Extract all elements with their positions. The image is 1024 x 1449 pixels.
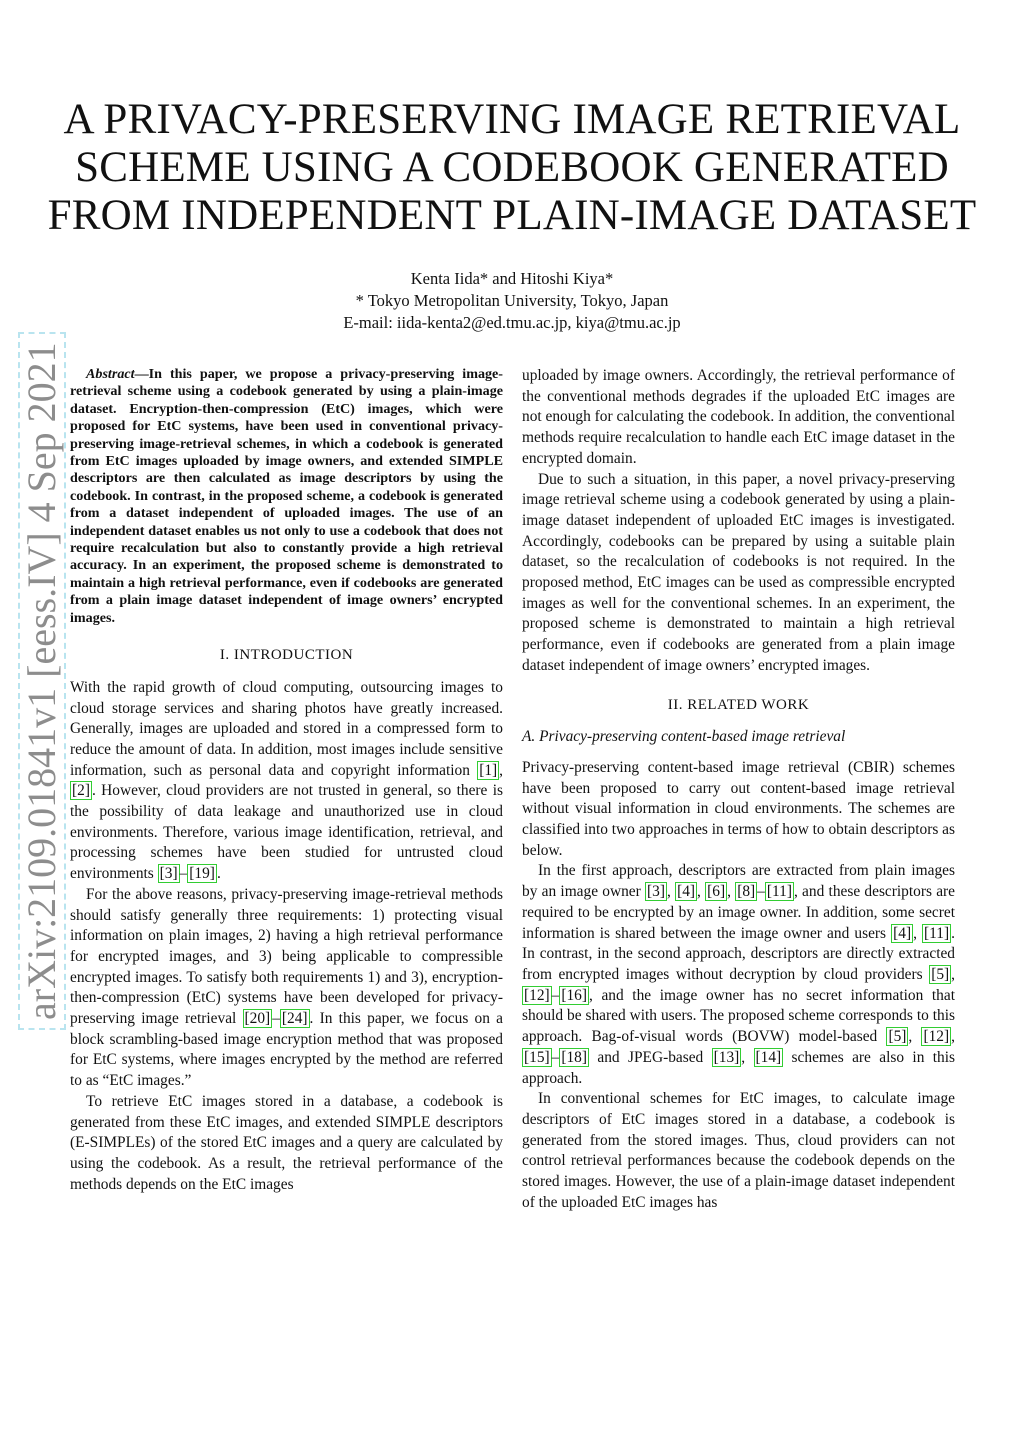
citation-link[interactable]: [14] <box>755 1048 782 1066</box>
citation-link[interactable]: [5] <box>888 1028 907 1046</box>
separator: – <box>179 865 188 883</box>
separator: – <box>757 883 765 901</box>
separator: – <box>551 986 560 1004</box>
separator: – <box>272 1010 280 1028</box>
intro-paragraph <box>70 885 503 1092</box>
intro-paragraph: To retrieve EtC images stored in a database, a codebook is generated from these EtC images, and extended SIMPLE descriptors (E-SIMPLEs) of the stored EtC images and a query are calculated by using the codebook. As a result, the retrieval performance of the methods depends on the EtC images <box>70 1092 503 1193</box>
citation-link[interactable]: [12] <box>524 986 550 1004</box>
paragraph-text: and JPEG-based <box>589 1048 712 1066</box>
paragraph-text: . In this paper, we focus on a block scrambling-based image encryption method that was proposed for EtC systems, where images encrypted by the method are referred to as “EtC images.” <box>70 1010 503 1090</box>
intro-paragraph: uploaded by image owners. Accordingly, the retrieval performance of the conventional methods degrades if the uploaded EtC images are not enough for calculating the codebook. In addition, the conventional methods require recalculation to handle each EtC image dataset in the encrypted domain. <box>522 367 955 467</box>
section-initial: I <box>233 647 240 664</box>
paragraph-text: For the above reasons, privacy-preserving image-retrieval methods should satisfy generally three requirements: 1) protecting visual information on plain images, 2) having a high retrieval performance for encrypted images, and 3) being applicable to compressible encrypted images. To satisfy both requirements 1) and 3), encryption-then-compression (EtC) systems have been developed for privacy-preserving image retrieval <box>70 885 503 1028</box>
citation-link[interactable]: [2] <box>72 782 90 800</box>
author-names: Kenta Iida* and Hitoshi Kiya* <box>410 269 614 288</box>
separator: , <box>741 1048 754 1066</box>
right-column <box>522 366 955 1213</box>
paragraph-text: , and these descriptors are required to be encrypted by an image owner. In addition, some secret information is shared between the image owner and users <box>522 883 955 942</box>
citation-link[interactable]: [5] <box>931 965 950 983</box>
arxiv-identifier-stamp[interactable]: arXiv:2109.01841v1 [eess.IV] 4 Sep 2021 <box>18 332 66 1030</box>
paragraph-text: schemes are also in this approach. <box>522 1048 956 1087</box>
section-title-rest: ELATED WORK <box>697 696 810 713</box>
citation-link[interactable]: [4] <box>893 924 912 942</box>
citation-link[interactable]: [6] <box>707 883 726 901</box>
citation-link[interactable]: [3] <box>647 883 665 901</box>
separator: , <box>951 1028 955 1046</box>
author-affiliation: * Tokyo Metropolitan University, Tokyo, Japan <box>355 291 669 310</box>
citation-link[interactable]: [24] <box>281 1010 308 1028</box>
author-email: E-mail: iida-kenta2@ed.tmu.ac.jp, kiya@tmu.ac.jp <box>343 313 681 332</box>
title-line: FROM INDEPENDENT PLAIN-IMAGE DATASET <box>47 192 977 239</box>
paragraph-text: With the rapid growth of cloud computing, outsourcing images to cloud storage services and sharing photos have greatly increased. Generally, images are uploaded and stored in a compressed form to reduce the amount of data. In addition, most images include sensitive information, such as personal data and copyright information <box>70 678 503 779</box>
abstract-label: Abstract <box>86 366 135 382</box>
separator: , <box>697 883 706 901</box>
subsection-heading: A. Privacy-preserving content-based image retrieval <box>522 728 846 746</box>
abstract-text: —In this paper, we propose a privacy-preserving image-retrieval scheme using a codebook generated by using a plain-image dataset. Encryption-then-compression (EtC) images, which were proposed for EtC systems, have been used in conventional privacy-preserving image-retrieval schemes, in which a codebook is generated from EtC images uploaded by image owners, and extended SIMPLE descriptors are then calculated as image descriptors by using the codebook. In contrast, in the proposed scheme, a codebook is generated from a dataset independent of uploaded images. The use of an independent dataset enables us not only to use a codebook that does not require recalculation but also to constantly provide a high retrieval accuracy. In an experiment, the proposed scheme is demonstrated to maintain a high retrieval performance, even if codebooks are generated from a plain image dataset independent of image owners’ encrypted images. <box>70 366 503 626</box>
author-block <box>212 268 812 334</box>
citation-link[interactable]: [8] <box>737 883 756 901</box>
citation-link[interactable]: [12] <box>923 1028 950 1046</box>
section-title-rest: NTRODUCTION <box>239 647 354 664</box>
citation-link[interactable]: [20] <box>244 1010 271 1028</box>
title-line: SCHEME USING A CODEBOOK GENERATED <box>75 144 949 191</box>
separator: , <box>908 1028 922 1046</box>
section-number: II. <box>667 696 683 713</box>
citation-link[interactable]: [15] <box>524 1048 550 1066</box>
citation-link[interactable]: [16] <box>561 986 588 1004</box>
paragraph-text: . In contrast, in the second approach, descriptors are directly extracted from encrypted images without decryption by cloud providers <box>522 924 955 983</box>
title-line: A PRIVACY-PRESERVING IMAGE RETRIEVAL <box>63 96 961 143</box>
separator: , <box>913 924 923 942</box>
citation-link[interactable]: [4] <box>677 883 696 901</box>
section-initial: R <box>687 696 698 713</box>
separator: . <box>216 865 221 883</box>
related-paragraph <box>522 861 955 1089</box>
separator: , <box>951 965 955 983</box>
paragraph-text: . However, cloud providers are not trusted in general, so there is the possibility of data leakage and unauthorized use in cloud environments. Therefore, various image identification, retrieval, and processing schemes have been studied for untrusted cloud environments <box>70 782 503 883</box>
intro-paragraph <box>70 678 503 885</box>
citation-link[interactable]: [1] <box>479 761 498 779</box>
abstract <box>70 366 503 627</box>
citation-link[interactable]: [11] <box>766 883 792 901</box>
separator: , <box>666 883 676 901</box>
paragraph-text: , and the image owner has no secret information that should be shared with users. The proposed scheme corresponds to this approach. Bag-of-visual words (BOVW) model-based <box>522 986 955 1046</box>
section-heading-introduction <box>70 645 503 666</box>
left-column <box>70 366 503 1195</box>
related-paragraph: Privacy-preserving content-based image retrieval (CBIR) schemes have been proposed to carry out content-based image retrieval without visual information in cloud environments. The schemes are classified into two approaches in terms of how to obtain descriptors as below. <box>522 758 955 859</box>
citation-link[interactable]: [3] <box>159 865 178 883</box>
intro-paragraph: Due to such a situation, in this paper, a novel privacy-preserving image retrieval scheme using a codebook generated by using a plain-image dataset independent of uploaded EtC images is investigated. Accordingly, codebooks can be prepared by using a suitable plain dataset, so the recalculation of codebooks is not required. In the proposed method, EtC images can be used as compressible encrypted images as well for the conventional schemes. In an experiment, the proposed scheme is demonstrated to maintain a high retrieval performance, even if codebooks are generated from a plain image dataset independent of image owners’ encrypted images. <box>522 470 955 674</box>
separator: – <box>551 1048 560 1066</box>
citation-link[interactable]: [19] <box>189 865 215 883</box>
citation-link[interactable]: [11] <box>924 924 950 942</box>
paper-title <box>40 96 984 240</box>
citation-link[interactable]: [13] <box>713 1048 740 1066</box>
citation-link[interactable]: [18] <box>561 1048 588 1066</box>
section-heading-related-work <box>522 695 955 716</box>
paragraph-text: In the first approach, descriptors are extracted from plain images by an image owner <box>522 862 955 901</box>
separator: , <box>727 883 736 901</box>
related-paragraph: In conventional schemes for EtC images, to calculate image descriptors of EtC images stored in a database, a codebook is generated from the stored images. Thus, cloud providers can not control retrieval performances because the codebook depends on the stored images. However, the use of a plain-image dataset independent of the uploaded EtC images has <box>522 1090 955 1211</box>
section-number: I. <box>219 647 230 664</box>
separator: , <box>499 761 503 779</box>
